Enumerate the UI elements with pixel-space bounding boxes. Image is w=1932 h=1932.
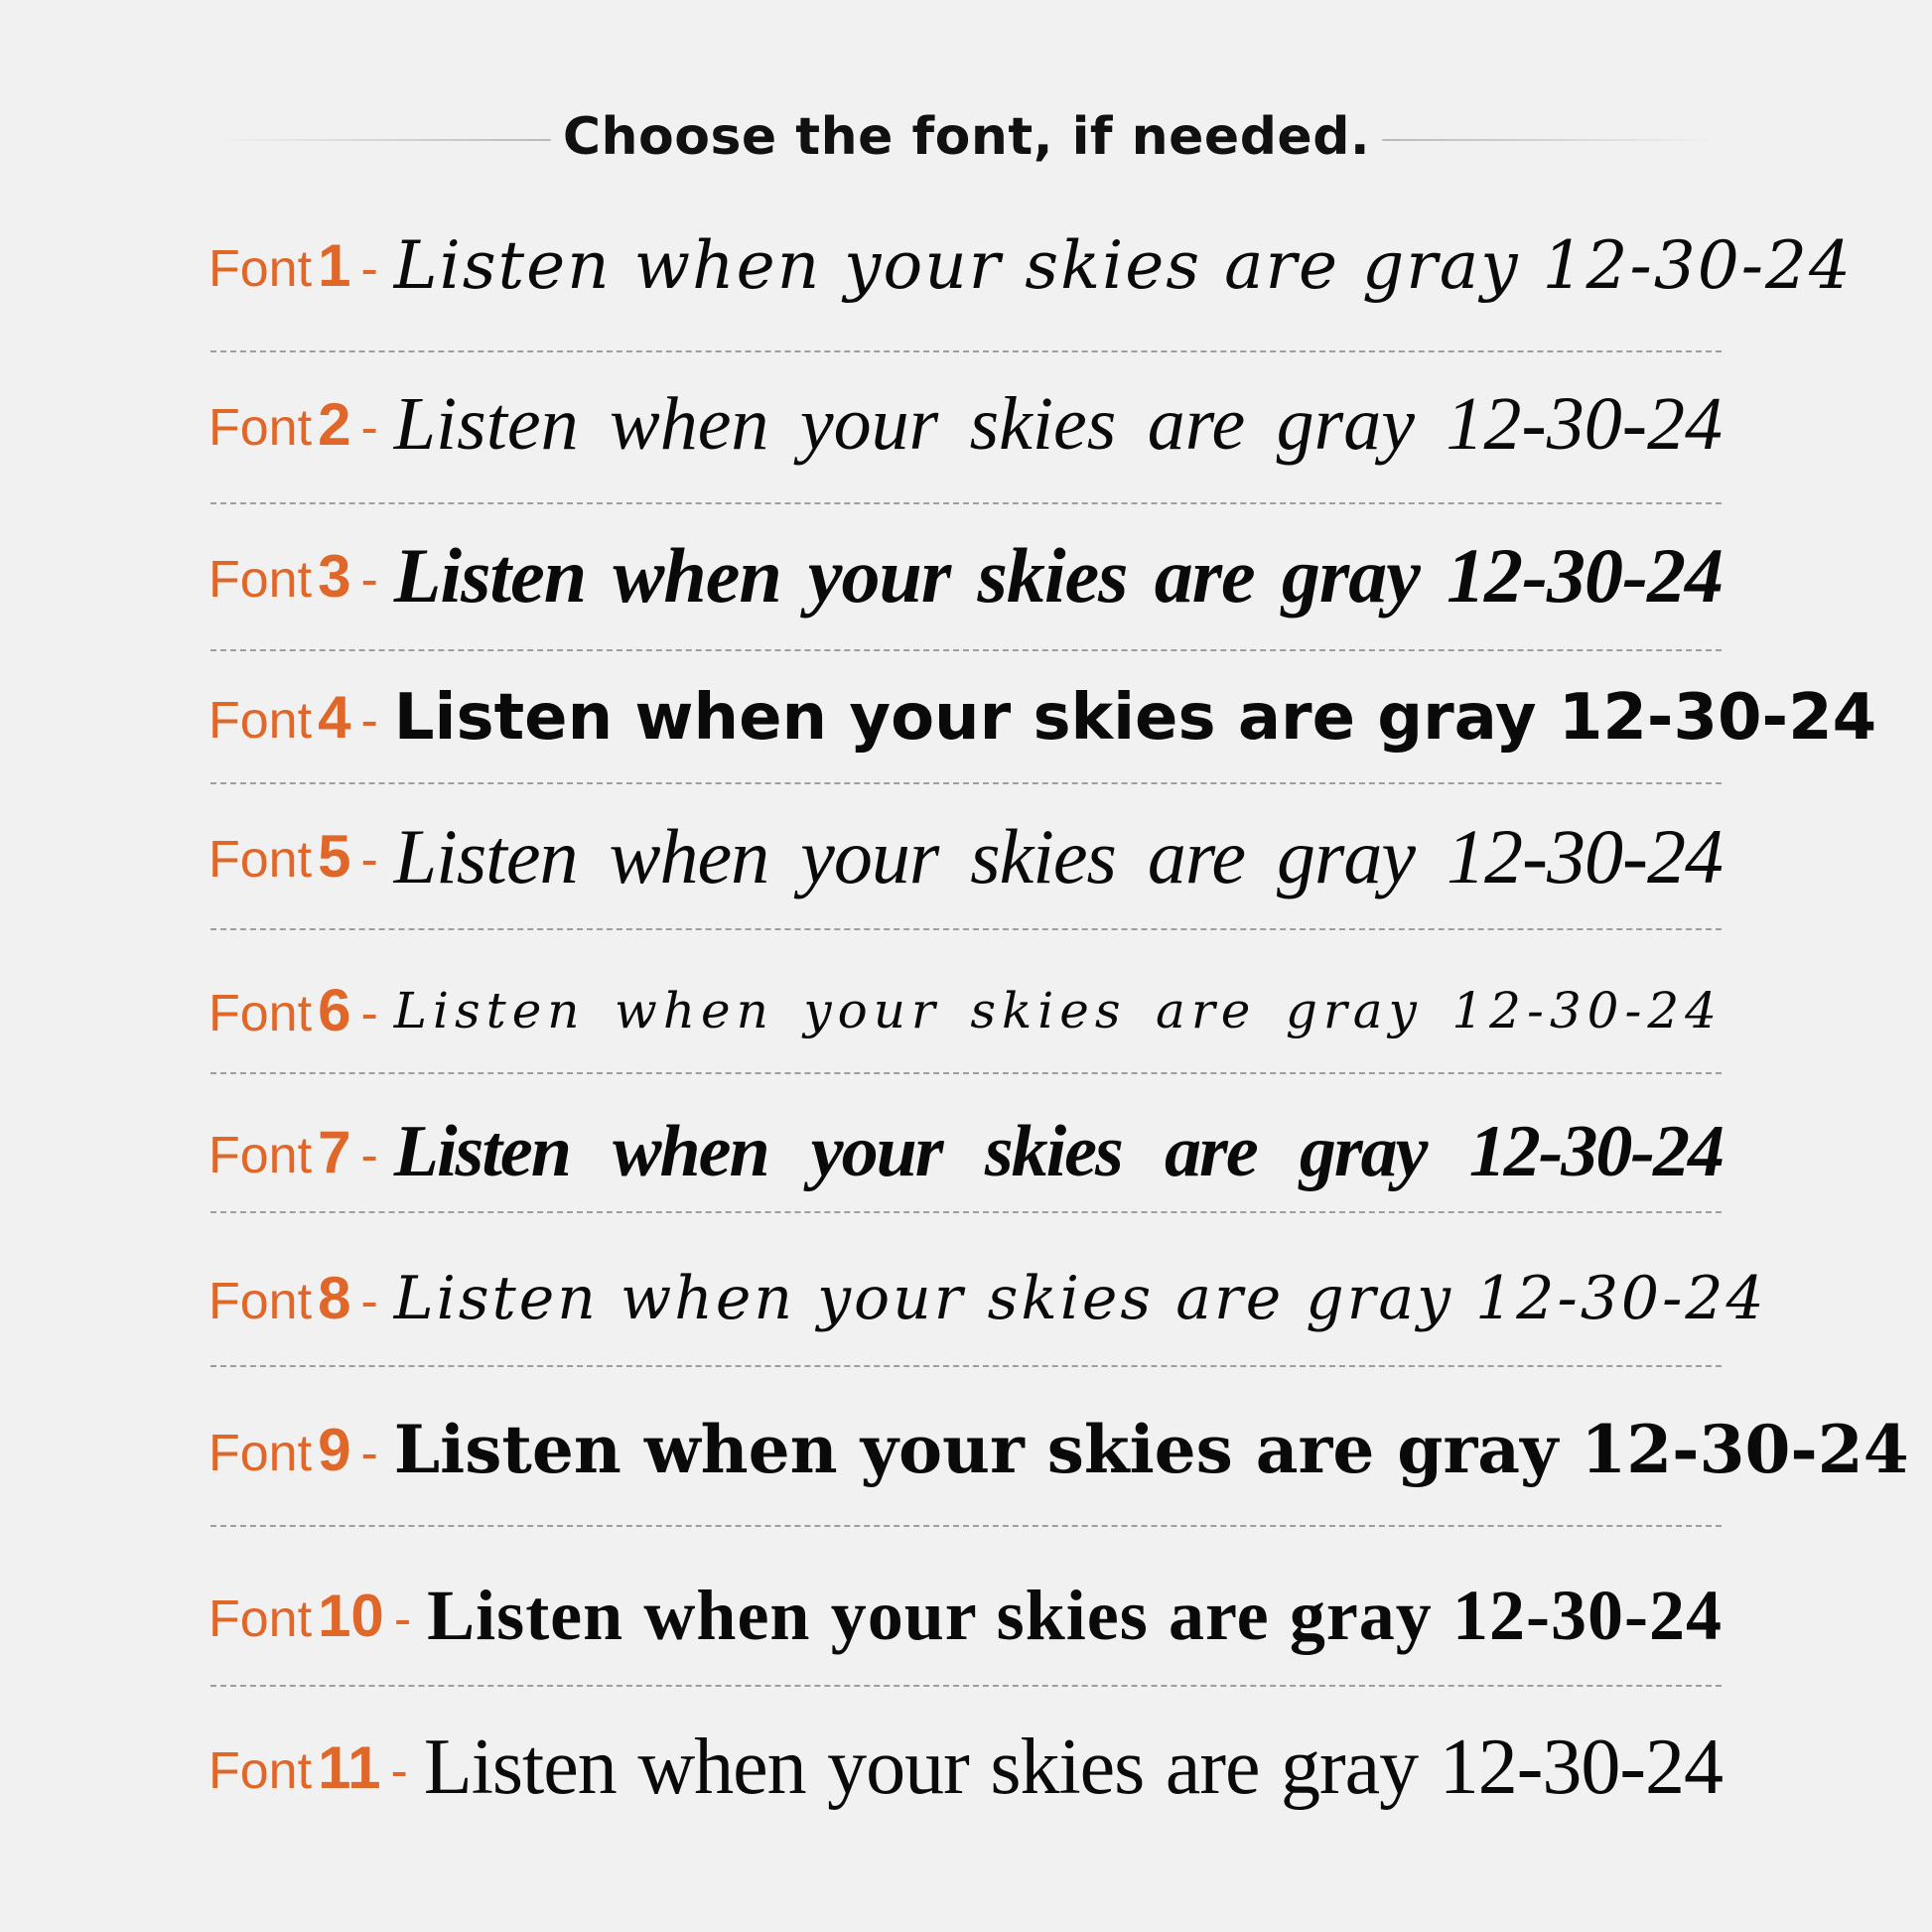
font-label-word: Font [208, 985, 313, 1042]
font-label-word: Font [208, 1273, 313, 1330]
font-sample-text: Listen when your skies are gray 12-30-24 [393, 227, 1854, 304]
font-label-dash: - [390, 1741, 408, 1800]
font-label-word: Font [208, 1126, 313, 1184]
font-label [208, 390, 394, 459]
font-option-5[interactable] [208, 799, 1723, 913]
row-divider [210, 782, 1722, 784]
font-label-dash: - [360, 550, 378, 609]
font-number: 10 [318, 1583, 384, 1649]
font-sample-text: Listen when your skies are gray 12-30-24 [393, 1411, 1909, 1488]
font-label-dash: - [360, 692, 378, 750]
font-sample-text: Listen when your skies are gray 12-30-24 [393, 812, 1723, 899]
font-label [208, 976, 394, 1044]
font-sample-text: Listen when your skies are gray 12-30-24 [393, 532, 1723, 619]
font-label-word: Font [208, 1741, 313, 1800]
font-option-8[interactable] [208, 1241, 1767, 1355]
font-sample-text: Listen when your skies are gray 12-30-24 [393, 382, 1723, 466]
font-label [208, 822, 394, 891]
font-option-2[interactable] [208, 367, 1723, 482]
row-divider [210, 350, 1722, 352]
font-label-word: Font [208, 692, 313, 750]
font-number: 9 [318, 1416, 351, 1483]
font-option-11[interactable] [208, 1708, 1723, 1827]
font-sample-text: Listen when your skies are gray 12-30-24 [423, 1723, 1723, 1811]
font-label [208, 1733, 424, 1802]
font-option-1[interactable] [208, 213, 1854, 318]
font-number: 8 [318, 1265, 351, 1331]
font-label-dash: - [360, 1424, 378, 1482]
font-label-word: Font [208, 240, 313, 298]
row-divider [210, 1685, 1722, 1687]
font-option-10[interactable] [208, 1559, 1723, 1673]
font-label-word: Font [208, 399, 313, 457]
row-divider [210, 928, 1722, 930]
header-divider-left [213, 139, 551, 141]
row-divider [210, 1525, 1722, 1527]
font-label-dash: - [360, 399, 378, 457]
font-label-dash: - [393, 1590, 412, 1648]
font-label [208, 683, 394, 752]
font-label [208, 542, 394, 611]
font-option-4[interactable] [208, 665, 1877, 769]
font-sample-text: Listen when your skies are gray 12-30-24 [393, 981, 1723, 1039]
font-sample-text: Listen when your skies are gray 12-30-24 [393, 680, 1877, 755]
page-title: Choose the font, if needed. [562, 107, 1371, 167]
row-divider [210, 1072, 1722, 1074]
row-divider [210, 1211, 1722, 1213]
font-label-dash: - [360, 240, 378, 298]
font-option-9[interactable] [208, 1395, 1909, 1504]
font-option-6[interactable] [208, 953, 1723, 1067]
font-label [208, 1264, 394, 1332]
font-label-dash: - [360, 831, 378, 889]
font-label-dash: - [360, 1273, 378, 1330]
font-number: 4 [318, 684, 351, 751]
row-divider [210, 502, 1722, 504]
header-divider-right [1382, 139, 1720, 141]
font-label-word: Font [208, 1590, 313, 1648]
font-label-word: Font [208, 550, 313, 609]
font-number: 6 [318, 977, 351, 1043]
font-sample-text: Listen when your skies are gray 12-30-24 [393, 1110, 1723, 1192]
font-number: 5 [318, 823, 351, 890]
font-number: 1 [318, 232, 351, 299]
font-number: 2 [318, 391, 351, 458]
font-label-word: Font [208, 831, 313, 889]
font-sample-text: Listen when your skies are gray 12-30-24 [427, 1576, 1723, 1655]
font-label-dash: - [360, 985, 378, 1042]
font-label [208, 231, 394, 300]
font-option-7[interactable] [208, 1097, 1723, 1206]
font-label [208, 1582, 427, 1650]
font-label-dash: - [360, 1126, 378, 1184]
font-sample-text: Listen when your skies are gray 12-30-24 [393, 1263, 1767, 1333]
font-number: 11 [318, 1733, 381, 1801]
font-number: 7 [318, 1118, 351, 1185]
font-label [208, 1118, 394, 1186]
row-divider [210, 649, 1722, 651]
header [0, 99, 1932, 179]
font-option-3[interactable] [208, 521, 1723, 630]
font-label-word: Font [208, 1424, 313, 1482]
font-number: 3 [318, 542, 351, 610]
row-divider [210, 1365, 1722, 1367]
font-label [208, 1416, 394, 1484]
